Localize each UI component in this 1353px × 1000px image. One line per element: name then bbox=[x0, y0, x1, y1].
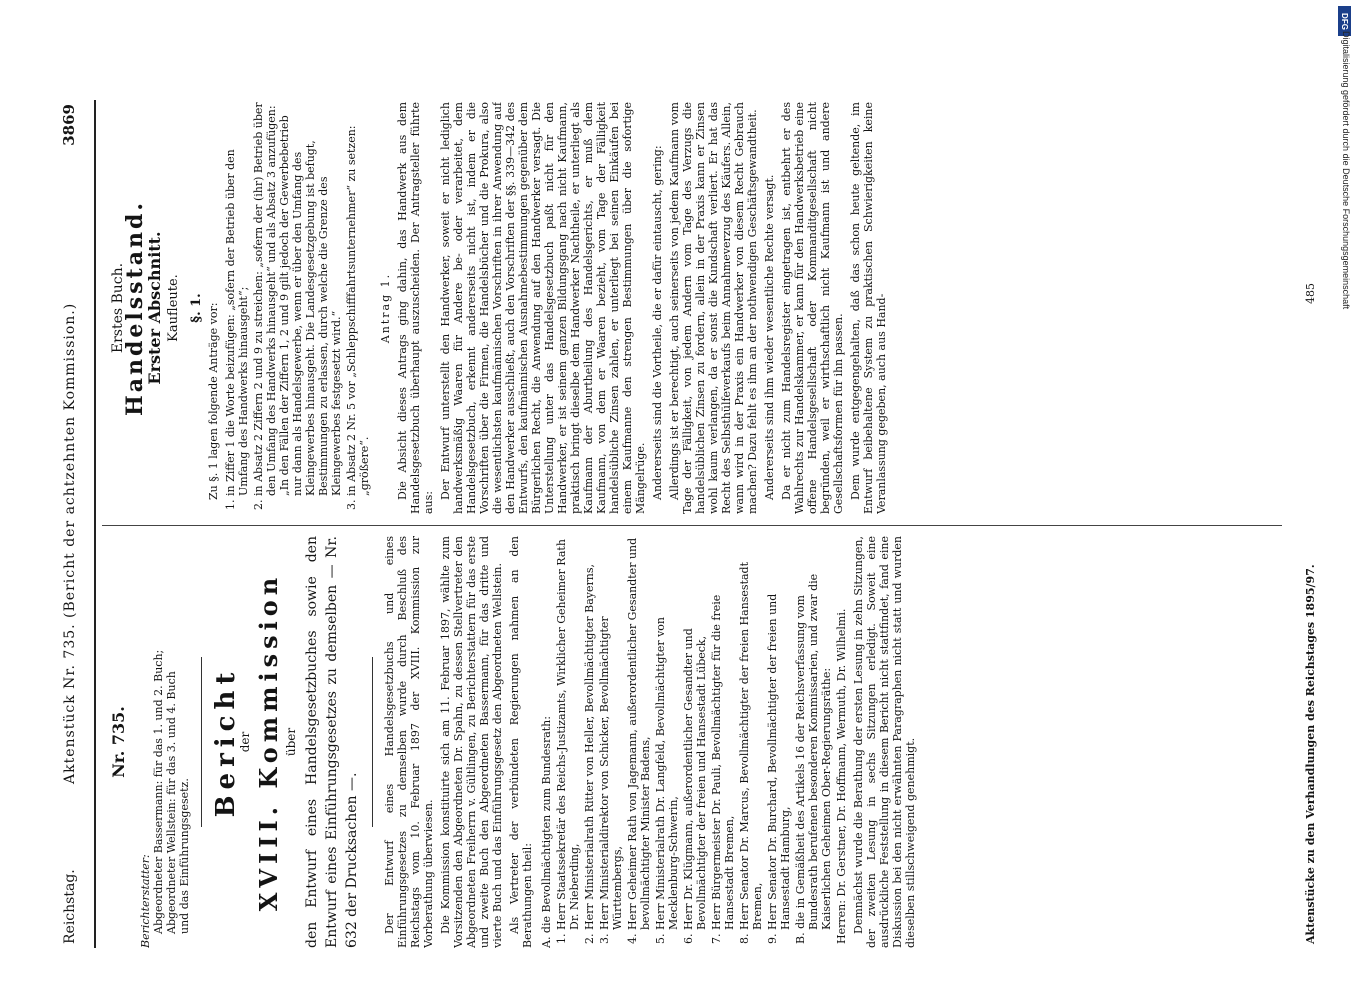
paragraph-mark: §. 1. bbox=[189, 293, 204, 323]
report-title: Bericht bbox=[211, 666, 241, 818]
header-left: Reichstag. bbox=[62, 869, 78, 944]
dfg-logo: DFG bbox=[1338, 6, 1351, 36]
closing-paragraph: Demnächst wurde die Berathung der ersten Lesung in zehn Sitzungen, der zweiten Lesung in sechs Sitzungen erledigt. Soweit eine ausdrückliche Feststellung in diesem Bericht nicht stattfindet, fand eine Diskussion bei den nicht erwähnten Paragraphen nicht statt und wurden dieselben stillschweigend genehmigt. bbox=[852, 536, 917, 948]
column-separator bbox=[102, 525, 1282, 526]
motion-item: 1. in Ziffer 1 die Worte beizufügen: „sofern der Betrieb über den Umfang des Handwerks hinausgeht“; bbox=[224, 149, 250, 510]
paragraph: Die Kommission konstituirte sich am 11. Februar 1897, wählte zum Vorsitzenden den Abgeordneten Dr. Spahn, zu dessen Stellvertreter den Abgeordneten Freiherrn v. Gültlingen, zu Berichterstattern für das erste und zweite Buch den Abgeordneten Bassermann, für das dritte und vierte Buch und das Einführungsgesetz den Abgeordneten Wellstein. bbox=[439, 536, 504, 948]
list-item: 3. Herr Ministerialdirektor von Schicker, Bevollmächtigter Württembergs, bbox=[598, 616, 624, 944]
title-ueber: über bbox=[284, 727, 298, 757]
header-rule bbox=[94, 100, 96, 948]
list-b: B. die in Gemäßheit des Artikels 16 der Reichsverfassung vom Bundesrath berufenen besonderen Kommissarien, und zwar die Kaiserlichen Geheimen Ober-Regierungsräthe: bbox=[794, 573, 833, 944]
header-center: Aktenstück Nr. 735. (Bericht der achtzehnten Kommission.) bbox=[62, 302, 78, 784]
commission-title: XVIII. Kommission bbox=[254, 572, 283, 912]
section-subheading: Kaufleute. bbox=[166, 274, 181, 342]
list-item: 8. Herr Senator Dr. Marcus, Bevollmächtigter der freien Hansestadt Bremen, bbox=[738, 561, 764, 944]
list-item: 1. Herr Staatssekretär des Reichs-Justizamts, Wirklicher Geheimer Rath Dr. Nieberding, bbox=[555, 539, 581, 944]
paragraph: Da er nicht zum Handelsregister eingetragen ist, entbehrt er des Wahlrechts zur Handelskammer, er kann für den Handwerksbetrieb eine offene Handelsgesellschaft oder Kommanditgesellschaft nicht begründen, weil er wirthschaftlich nicht Kaufmann ist und andere Gesellschaftsformen für ihn passen. bbox=[780, 102, 845, 514]
list-item: 6. Herr Dr. Klügmann, außerordentlicher Gesandter und Bevollmächtigter der freien und Hansestadt Lübeck, bbox=[682, 628, 708, 944]
left-column bbox=[102, 536, 1282, 948]
motion-item: 3. in Absatz 2 Nr. 5 vor „Schleppschifffahrtsunternehmer“ zu setzen: „größere“. bbox=[345, 125, 371, 510]
list-item: 2. Herr Ministerialrath Ritter von Heller, Bevollmächtigter Bayerns, bbox=[583, 564, 596, 944]
paragraph: Der Entwurf eines Handelsgesetzbuchs und eines Einführungsgesetzes zu demselben wurde durch Beschluß des Reichstags vom 10. Februar 1897 der XVIII. Kommission zur Vorberathung überwiesen. bbox=[383, 536, 435, 948]
paragraph: Andererseits sind die Vortheile, die er dafür eintauscht, gering: bbox=[651, 145, 664, 500]
paragraph: Andererseits sind ihm wieder wesentliche Rechte versagt. bbox=[763, 174, 776, 500]
paragraph: Die Absicht dieses Antrags ging dahin, das Handwerk aus dem Handelsgesetzbuch überhaupt auszuscheiden. Der Antragsteller führte aus: bbox=[396, 102, 435, 514]
reporters-label: Berichterstatter: bbox=[139, 854, 152, 948]
digitization-credit: Digitalisierung gefördert durch die Deutsche Forschungsgemeinschaft bbox=[1341, 31, 1351, 310]
footer-page: 485 bbox=[1304, 283, 1317, 304]
divider bbox=[372, 657, 373, 827]
antrag-heading: Antrag 1. bbox=[379, 272, 392, 344]
reporter-line: und das Einführungsgesetz. bbox=[178, 778, 191, 934]
footer-left: Aktenstücke zu den Verhandlungen des Reichstages 1895/97. bbox=[1304, 564, 1317, 944]
title-der: der bbox=[238, 731, 252, 753]
right-column bbox=[102, 102, 1282, 514]
doc-number: Nr. 735. bbox=[109, 706, 128, 778]
motions-intro: Zu §. 1 lagen folgende Anträge vor: bbox=[207, 302, 220, 500]
book-title: Handelsstand. bbox=[122, 200, 148, 416]
list-item: 9. Herr Senator Dr. Burchard, Bevollmächtigter der freien und Hansestadt Hamburg, bbox=[766, 593, 792, 944]
book-heading: Erstes Buch. bbox=[110, 262, 126, 354]
reporter-line: Abgeordneter Bassermann: für das 1. und 2. Buch; bbox=[152, 649, 165, 934]
paragraph: Der Entwurf unterstellt den Handwerker, soweit er nicht lediglich handwerksmäßig Waaren für Andere be- oder verarbeitet, dem Handelsgesetzbuch, erkennt andererseits nicht ist, indem er die Vorschriften über die Firmen, die Handelsbücher und die Prokura, also die wesentlichsten kaufmännischen Vorschriften in ihrer Anwendung auf den Handwerker ausschließt, auch den Vorschriften der §§. 339—342 des Entwurfs, den kaufmännischen Ausnahmebestimmungen gegenüber dem Bürgerlichen Recht, die Anwendung auf den Handwerker versagt. Die Unterstellung unter das Handelsgesetzbuch paßt nicht für den Handwerker, er ist seinem ganzen Bildungsgang nach nicht Kaufmann, praktisch bringt dieselbe dem Handwerker Nachtheile, er unterliegt als Kaufmann der Aburtheilung des Handelsgerichts, er muß dem Kaufmann, von dem er Waaren bezieht, vom Tage der Fälligkeit handelsübliche Zinsen zahlen, er unterliegt bei seinen Einkäufen bei einem Kaufmanne den strengen Bestimmungen über die sofortige Mängelrüge. bbox=[439, 102, 647, 514]
rotated-document-page bbox=[54, 94, 1344, 954]
page-header bbox=[54, 94, 94, 954]
paragraph: Dem wurde entgegengehalten, daß das schon heute geltende, im Entwurf beibehaltene System zu praktischen Schwierigkeiten keine Veranlassung gegeben, auch aus Hand- bbox=[849, 102, 888, 514]
list-b-names: Herren: Dr. Gerstner, Dr. Hoffmann, Wermuth, Dr. Wilhelmi. bbox=[835, 608, 848, 944]
motion-item: 2. in Absatz 2 Ziffern 2 und 9 zu streichen: „sofern der (ihr) Betrieb über den Umfang des Handwerks hinausgeht“ und als Absatz 3 anzufügen: „In den Fällen der Ziffern 1, 2 und 9 gilt jedoch der Gewerbebetrieb nur dann als Handelsgewerbe, wenn er über den Umfang des Kleingewerbes hinausgeht. Die Landesgesetzgebung ist befugt, Bestimmungen zu erlassen, durch welche die Grenze des Kleingewerbes festgesetzt wird.“ bbox=[252, 102, 343, 510]
reporter-line: Abgeordneter Wellstein: für das 3. und 4. Buch bbox=[165, 671, 178, 934]
paragraph: Als Vertreter der verbündeten Regierungen nahmen an den Berathungen theil: bbox=[508, 536, 534, 948]
digitization-strip bbox=[1336, 6, 1353, 386]
report-subject: den Entwurf eines Handelsgesetzbuches sowie den Entwurf eines Einführungsgesetzes zu demselben — Nr. 632 der Drucksachen —. bbox=[304, 536, 360, 948]
page-number: 3869 bbox=[60, 104, 78, 146]
list-item: 5. Herr Ministerialrath Dr. Langfeld, Bevollmächtigter von Mecklenburg-Schwerin, bbox=[654, 616, 680, 944]
list-a-heading: A. die Bevollmächtigten zum Bundesrath: bbox=[540, 716, 553, 948]
section-heading: Erster Abschnitt. bbox=[145, 231, 164, 385]
list-item: 4. Herr Geheimer Rath von Jagemann, außerordentlicher Gesandter und bevollmächtigter Minister Badens, bbox=[626, 537, 652, 944]
divider bbox=[201, 657, 202, 827]
list-item: 7. Herr Bürgermeister Dr. Pauli, Bevollmächtigter für die freie Hansestadt Bremen, bbox=[710, 594, 736, 944]
paragraph: Allerdings ist er berechtigt, auch seinerseits von jedem Kaufmann vom Tage der Fälligkeit, von jedem Andern vom Tage des Verzugs die handelsüblichen Zinsen zu fordern, allein in der Praxis kann er Zinsen wohl kaum verlangen, da er sonst die Kundschaft verliert. Er hat das Recht des Selbsthülfeverkaufs beim Annahmeverzug des Käufers. Allein, wann wird in der Praxis ein Handwerker von diesem Recht Gebrauch machen? Dazu fehlt es ihm an der nothwendigen Geschäftsgewandtheit. bbox=[668, 102, 759, 514]
